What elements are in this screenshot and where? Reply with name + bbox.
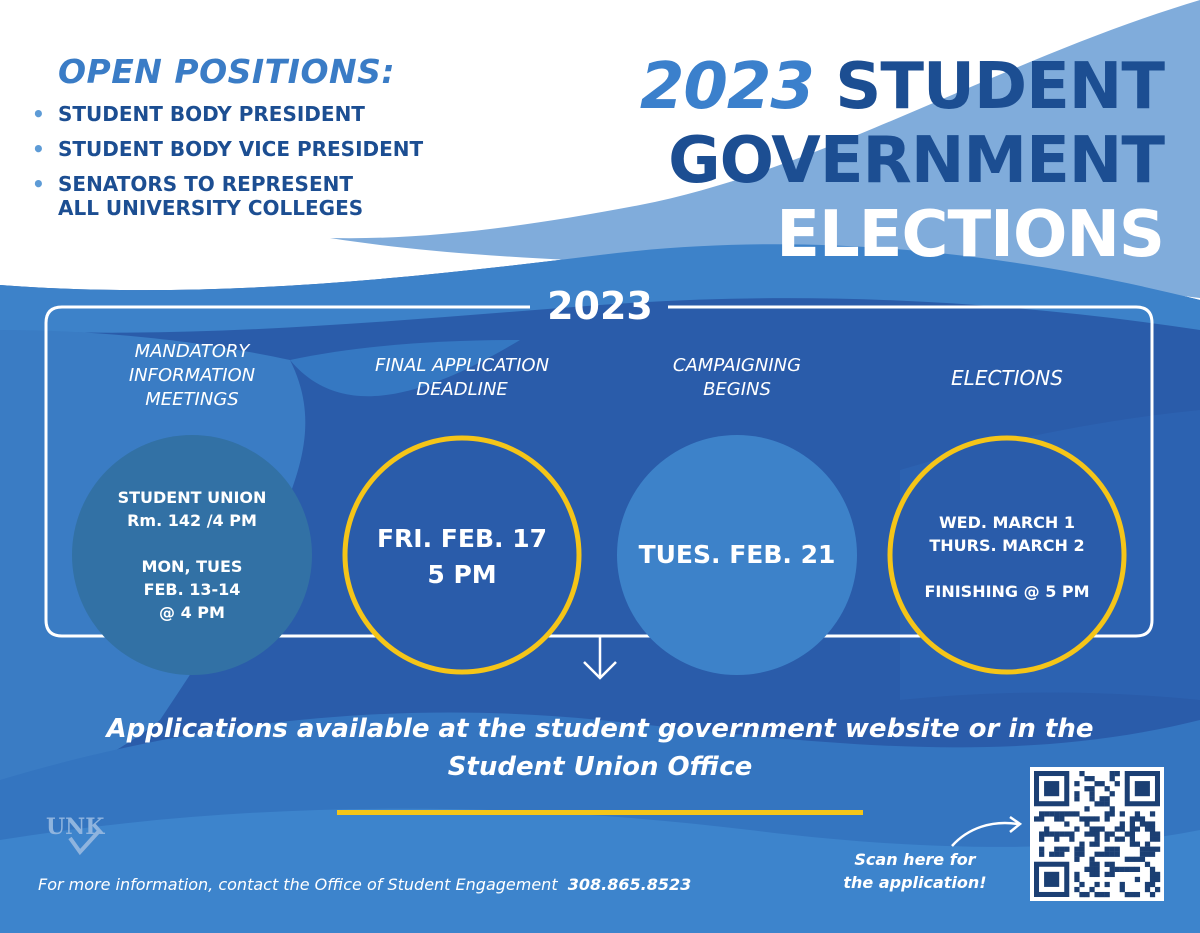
bullet-icon: • xyxy=(32,102,45,126)
headline-word-government: GOVERNMENT xyxy=(668,124,1164,198)
headline-word-elections: ELECTIONS xyxy=(776,198,1164,272)
elections-detail: WED. MARCH 1 THURS. MARCH 2 FINISHING @ 5 PM xyxy=(924,513,1090,601)
deadline-detail: FRI. FEB. 17 5 PM xyxy=(376,524,548,589)
curved-arrow-icon xyxy=(948,812,1028,852)
svg-text:UNK: UNK xyxy=(46,814,105,840)
position-item: • STUDENT BODY PRESIDENT xyxy=(32,102,365,126)
meetings-detail: STUDENT UNION Rm. 142 /4 PM MON, TUES FEB. 13-14 @ 4 PM xyxy=(117,488,267,622)
bullet-icon: • xyxy=(32,137,45,161)
scan-instruction: Scan here for the application! xyxy=(843,850,987,892)
phone-number: 308.865.8523 xyxy=(567,875,692,894)
qr-code[interactable] xyxy=(1030,767,1164,901)
position-item: • STUDENT BODY VICE PRESIDENT xyxy=(32,137,424,161)
timeline-year: 2023 xyxy=(547,284,653,328)
unk-logo xyxy=(42,808,122,858)
gold-divider xyxy=(337,810,863,815)
headline-year: 2023 xyxy=(639,50,814,124)
step-label-campaign: CAMPAIGNING BEGINS xyxy=(672,355,802,400)
step-label-deadline: FINAL APPLICATION DEADLINE xyxy=(374,355,550,400)
step-label-elections: ELECTIONS xyxy=(951,366,1063,390)
contact-text: For more information, contact the Office of Student Engagement xyxy=(38,875,558,894)
bullet-icon: • xyxy=(32,172,45,196)
open-positions-list xyxy=(32,102,423,231)
position-item: • SENATORS TO REPRESENT ALL UNIVERSITY COLLEGES xyxy=(32,172,364,220)
open-positions-title: OPEN POSITIONS: xyxy=(58,52,396,91)
poster-headline xyxy=(640,50,1164,272)
contact-line xyxy=(38,875,691,894)
applications-text: Applications available at the student government website or in the Student Union Office xyxy=(106,714,1094,782)
campaign-detail: TUES. FEB. 21 xyxy=(638,540,836,569)
step-label-meetings: MANDATORY INFORMATION MEETINGS xyxy=(128,341,256,410)
headline-word-student: STUDENT xyxy=(835,50,1164,124)
headline-row-1 xyxy=(640,50,1164,124)
